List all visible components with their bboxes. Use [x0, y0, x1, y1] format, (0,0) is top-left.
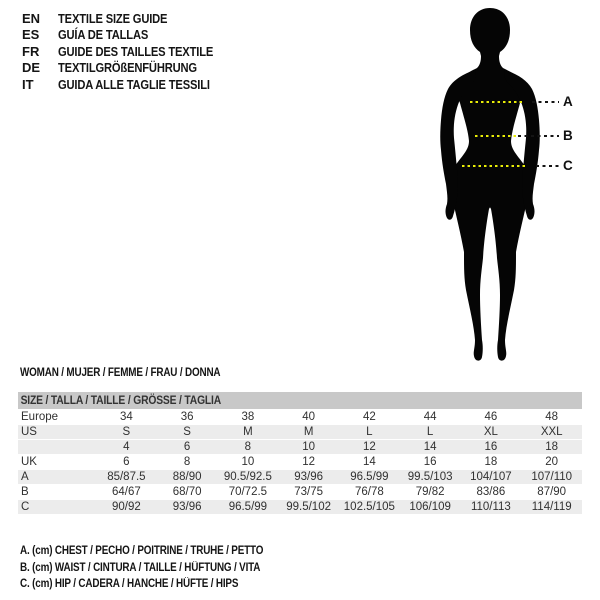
row-label: B: [18, 484, 96, 499]
table-row-c: [18, 499, 582, 514]
size-cell: 107/110: [521, 469, 582, 484]
measure-label-c: C: [563, 158, 573, 173]
size-cell: S: [157, 424, 218, 439]
size-cell: 68/70: [157, 484, 218, 499]
size-cell: M: [218, 424, 279, 439]
size-cell: 46: [461, 409, 522, 424]
table-row-uk: [18, 454, 582, 469]
size-cell: 73/75: [278, 484, 339, 499]
row-label: UK: [18, 454, 96, 469]
size-cell: 90/92: [96, 499, 157, 514]
language-guide-title: TEXTILGRÖßENFÜHRUNG: [58, 60, 197, 76]
size-cell: 102.5/105: [339, 499, 400, 514]
size-cell: 20: [521, 454, 582, 469]
size-cell: 85/87.5: [96, 469, 157, 484]
table-row-a: [18, 469, 582, 484]
size-cell: 76/78: [339, 484, 400, 499]
size-cell: 88/90: [157, 469, 218, 484]
language-guide-title: GUIDA ALLE TAGLIE TESSILI: [58, 76, 210, 92]
size-cell: 114/119: [521, 499, 582, 514]
language-guide-list: [22, 11, 238, 93]
language-guide-title: TEXTILE SIZE GUIDE: [58, 11, 168, 26]
size-cell: 64/67: [96, 484, 157, 499]
row-label: A: [18, 469, 96, 484]
row-label: US: [18, 424, 96, 439]
language-code: IT: [22, 76, 34, 92]
row-label: [18, 439, 96, 454]
size-cell: 16: [400, 454, 461, 469]
size-cell: 96.5/99: [218, 499, 279, 514]
language-guide-title: GUÍA DE TALLAS: [58, 27, 149, 43]
language-code: DE: [22, 60, 41, 76]
table-header-row: [18, 392, 582, 409]
size-cell: 106/109: [400, 499, 461, 514]
measure-label-a: A: [563, 94, 573, 109]
size-cell: 38: [218, 409, 279, 424]
section-title: [20, 367, 253, 379]
size-cell: 4: [96, 439, 157, 454]
size-cell: 12: [339, 439, 400, 454]
size-cell: 10: [218, 454, 279, 469]
legend-row-a: [20, 543, 303, 560]
size-cell: 87/90: [521, 484, 582, 499]
size-cell: 70/72.5: [218, 484, 279, 499]
language-code: EN: [22, 11, 41, 26]
table-row-b: [18, 484, 582, 499]
size-table: [18, 392, 582, 515]
size-cell: M: [278, 424, 339, 439]
size-cell: 90.5/92.5: [218, 469, 279, 484]
language-row-fr: [22, 44, 238, 60]
language-code: ES: [22, 27, 40, 43]
size-cell: 79/82: [400, 484, 461, 499]
size-cell: 8: [218, 439, 279, 454]
chest-line-dashed-yellow: [470, 101, 523, 103]
language-code: FR: [22, 43, 40, 59]
size-cell: 110/113: [461, 499, 522, 514]
section-title-text: WOMAN / MUJER / FEMME / FRAU / DONNA: [20, 367, 221, 379]
size-cell: 44: [400, 409, 461, 424]
size-cell: 93/96: [278, 469, 339, 484]
measure-label-b: B: [563, 128, 573, 143]
language-guide-title: GUIDE DES TAILLES TEXTILE: [58, 43, 214, 59]
chest-line-dashed-black: [532, 101, 559, 103]
language-row-de: [22, 60, 238, 76]
size-cell: 40: [278, 409, 339, 424]
language-row-es: [22, 27, 238, 43]
size-cell: L: [400, 424, 461, 439]
size-cell: 8: [157, 454, 218, 469]
size-cell: 10: [278, 439, 339, 454]
size-cell: 14: [400, 439, 461, 454]
size-cell: 14: [339, 454, 400, 469]
table-row-us: [18, 424, 582, 439]
figure-container: [405, 0, 600, 380]
legend-row-c: [20, 576, 303, 593]
size-cell: 34: [96, 409, 157, 424]
size-cell: 96.5/99: [339, 469, 400, 484]
size-cell: S: [96, 424, 157, 439]
size-cell: 6: [96, 454, 157, 469]
size-cell: XXL: [521, 424, 582, 439]
size-cell: L: [339, 424, 400, 439]
size-cell: 48: [521, 409, 582, 424]
legend-text: C. (cm) HIP / CADERA / HANCHE / HÜFTE / HIPS: [20, 578, 239, 590]
size-cell: 42: [339, 409, 400, 424]
legend-text: A. (cm) CHEST / PECHO / POITRINE / TRUHE / PETTO: [20, 545, 264, 557]
row-label: Europe: [18, 409, 96, 424]
size-cell: 99.5/102: [278, 499, 339, 514]
size-cell: 104/107: [461, 469, 522, 484]
table-header-text: SIZE / TALLA / TAILLE / GRÖSSE / TAGLIA: [20, 393, 222, 408]
size-cell: 93/96: [157, 499, 218, 514]
size-cell: 18: [521, 439, 582, 454]
waist-line-dashed-yellow: [475, 135, 517, 137]
size-cell: 6: [157, 439, 218, 454]
legend-row-b: [20, 560, 303, 577]
table-row-us-numeric: [18, 439, 582, 454]
size-cell: 18: [461, 454, 522, 469]
size-cell: 99.5/103: [400, 469, 461, 484]
size-cell: 83/86: [461, 484, 522, 499]
measurement-legend: [20, 543, 303, 593]
table-header-cell: [18, 392, 582, 409]
size-cell: 36: [157, 409, 218, 424]
waist-line-dashed-black: [518, 135, 559, 137]
woman-silhouette: [405, 0, 600, 380]
legend-text: B. (cm) WAIST / CINTURA / TAILLE / HÜFTUNG / VITA: [20, 561, 261, 574]
hip-line-dashed-black: [536, 165, 559, 167]
language-row-it: [22, 77, 238, 93]
size-cell: XL: [461, 424, 522, 439]
size-cell: 12: [278, 454, 339, 469]
table-row-europe: [18, 409, 582, 424]
hip-line-dashed-yellow: [462, 165, 526, 167]
language-row-en: [22, 11, 238, 27]
size-cell: 16: [461, 439, 522, 454]
row-label: C: [18, 499, 96, 514]
